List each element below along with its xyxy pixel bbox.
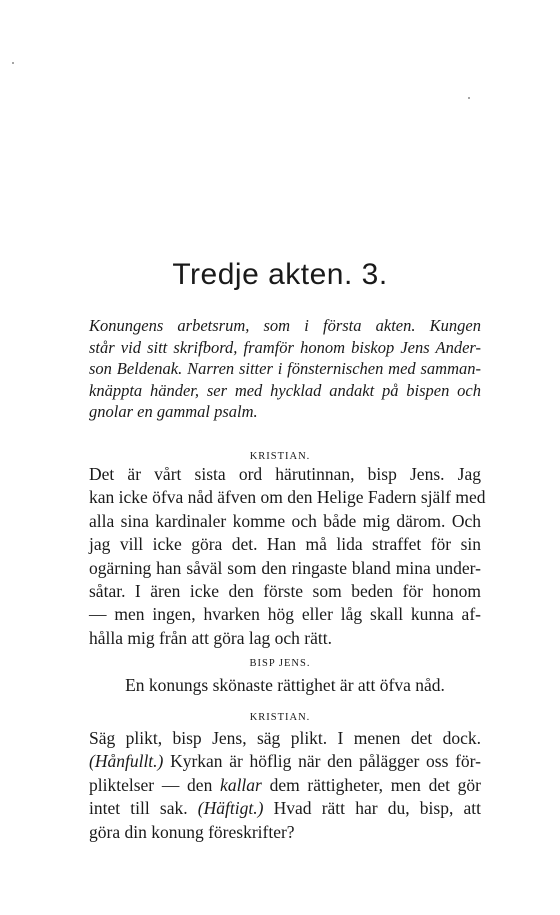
stage-direction-line: knäppta händer, ser med hycklad andakt på bispen och [89, 380, 481, 400]
speech-block [89, 463, 486, 650]
stage-direction-inline: (Hånfullt.) [89, 751, 164, 772]
stage-direction-inline: (Häftigt.) [197, 798, 264, 819]
emphasis-word: kallar [220, 774, 262, 795]
speech-block [89, 674, 481, 697]
paper-speck [12, 62, 14, 64]
act-heading: Tredje akten. 3. [172, 258, 388, 291]
speech-line: alla sina kardinaler komme och både mig därom. Och [89, 510, 481, 531]
speech-line: Säg plikt, bisp Jens, säg plikt. I menen det dock. [89, 728, 481, 748]
speech-block [89, 727, 481, 844]
paper-speck [468, 97, 470, 99]
stage-direction-line: son Beldenak. Narren sitter i fönsternischen med samman- [89, 359, 481, 378]
speaker-name: BISP JENS. [249, 658, 311, 669]
speech-text: pliktelser — den [89, 774, 221, 795]
speech-line: ogärning han såväl som den ringaste bland mina under- [89, 557, 481, 578]
speech-text: dem rättigheter, men det gör [261, 774, 481, 795]
stage-direction-line: gnolar en gammal psalm. [89, 402, 258, 421]
speech-line: såtar. I ären icke den förste som beden för honom [89, 581, 481, 602]
stage-direction-line: Konungens arbetsrum, som i första akten. Kungen [89, 316, 481, 335]
speech-line: hålla mig från att göra lag och rätt. [89, 627, 332, 648]
stage-direction-line: står vid sitt skrifbord, framför honom biskop Jens Ander- [89, 337, 481, 357]
speech-text: Hvad rätt har du, bisp, att [263, 798, 481, 819]
speech-line [89, 774, 481, 797]
speech-line [89, 750, 481, 773]
speaker-name: KRISTIAN. [249, 712, 311, 723]
speech-line: kan icke öfva nåd äfven om den Helige Fadern själf med [89, 487, 486, 508]
speech-line: — men ingen, hvarken hög eller låg skall kunna af- [89, 604, 481, 625]
speech-line: En konungs skönaste rättighet är att öfva nåd. [125, 675, 445, 695]
stage-direction [89, 315, 481, 423]
speaker-name: KRISTIAN. [249, 451, 311, 462]
speech-text: intet till sak. [89, 798, 198, 819]
speech-text: Kyrkan är höflig när den pålägger oss för- [163, 751, 481, 772]
speech-line: göra din konung föreskrifter? [89, 821, 295, 842]
speech-line [89, 797, 481, 820]
speech-line: Det är vårt sista ord härutinnan, bisp Jens. Jag [89, 464, 481, 484]
speech-line: jag vill icke göra det. Han må lida straffet för sin [89, 534, 481, 555]
